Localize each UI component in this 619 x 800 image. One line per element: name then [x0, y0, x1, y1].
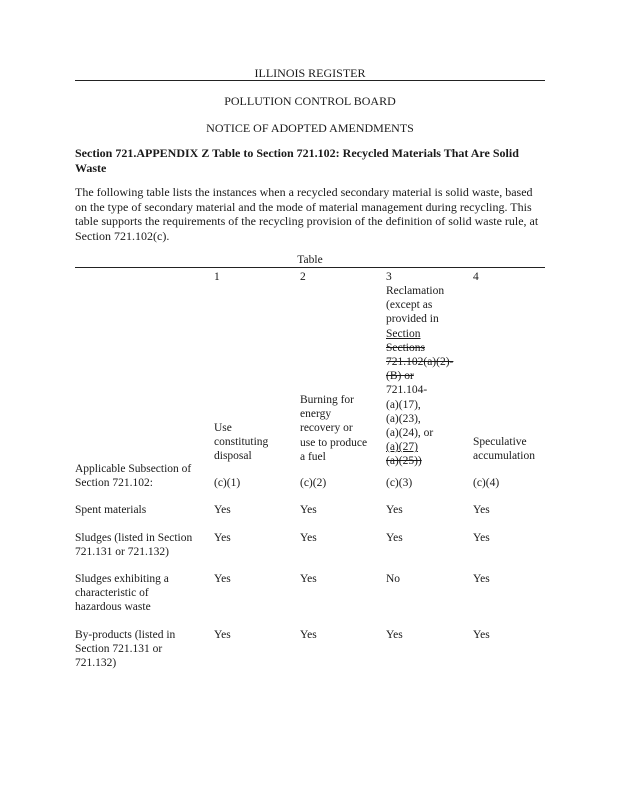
- col3-heading-deleted: (a)(25)): [386, 455, 422, 468]
- col2-heading-line: energy: [300, 408, 332, 421]
- table-cell: Yes: [214, 573, 231, 585]
- col1-heading-line: Use: [214, 422, 232, 434]
- row-label-line: Sludges (listed in Section: [75, 532, 193, 544]
- table-cell: Yes: [473, 629, 490, 641]
- table-rule: [75, 267, 545, 268]
- col-number-1: 1: [214, 271, 220, 283]
- row-label-line: 721.132): [75, 657, 117, 670]
- row-label-line: 721.131 or 721.132): [75, 546, 169, 559]
- col3-heading-deleted: (B) or: [386, 370, 414, 383]
- table-cell: No: [386, 573, 401, 585]
- col-number-4: 4: [473, 271, 479, 283]
- col3-heading-line: provided in: [386, 313, 439, 326]
- table-cell: Yes: [386, 629, 403, 641]
- col3-heading-inserted: (a)(27): [386, 441, 418, 454]
- subsection-label-line: Applicable Subsection of: [75, 463, 192, 475]
- subsection-value: (c)(1): [214, 477, 241, 489]
- col1-heading-line: constituting: [214, 436, 269, 449]
- col3-heading-line: 721.104-: [386, 384, 428, 397]
- col3-heading-line: (a)(24), or: [386, 427, 434, 440]
- subsection-label: [75, 462, 210, 490]
- header-rule: [75, 80, 545, 81]
- subsection-label-line: Section 721.102:: [75, 477, 153, 490]
- table-cell: Yes: [473, 573, 490, 585]
- subsection-value: (c)(2): [300, 477, 327, 489]
- table-row-label: [75, 531, 210, 559]
- subsection-value: (c)(3): [386, 477, 413, 489]
- col3-heading-line: (a)(23),: [386, 412, 421, 425]
- table-cell: Yes: [300, 532, 317, 544]
- table-cell: Yes: [300, 573, 317, 585]
- col4-heading: [473, 435, 535, 463]
- board-title: POLLUTION CONTROL BOARD: [224, 94, 396, 108]
- subsection-value: (c)(4): [473, 477, 500, 489]
- col3-heading-line: (except as: [386, 299, 433, 312]
- table-row-label: [75, 628, 210, 671]
- col2-heading-line: use to produce: [300, 436, 368, 449]
- table-caption: Table: [297, 254, 323, 266]
- row-label-line: Section 721.131 or: [75, 643, 163, 656]
- col2-heading-line: recovery or: [300, 422, 353, 435]
- col3-heading-line: (a)(17),: [386, 398, 421, 411]
- col3-heading-inserted: Section: [386, 327, 421, 340]
- col2-heading: [300, 393, 367, 464]
- table-cell: Yes: [214, 629, 231, 641]
- col2-heading-line: a fuel: [300, 450, 326, 463]
- notice-title: NOTICE OF ADOPTED AMENDMENTS: [206, 121, 414, 135]
- row-label-line: Sludges exhibiting a: [75, 573, 169, 585]
- table-cell: Yes: [386, 504, 403, 516]
- col4-heading-line: accumulation: [473, 450, 535, 463]
- col3-heading-deleted: 721.102(a)(2)-: [386, 356, 454, 369]
- table-cell: Yes: [300, 629, 317, 641]
- table-cell: Yes: [386, 532, 403, 544]
- row-label-line: characteristic of: [75, 587, 149, 600]
- col3-heading-deleted: Sections: [386, 341, 425, 354]
- col2-heading-line: Burning for: [300, 394, 354, 406]
- col1-heading-line: disposal: [214, 450, 252, 463]
- col-number-2: 2: [300, 271, 306, 283]
- intro-paragraph: The following table lists the instances when a recycled secondary material is solid waste, based on the type of secondary material and the mode of material management during recycling. This table supports the requirements of the recycling provision of the definition of solid waste rule, at Section 721.102(c).: [75, 185, 539, 243]
- table-cell: Yes: [300, 504, 317, 516]
- table-row-label: [75, 572, 210, 615]
- col1-heading: [214, 421, 268, 464]
- row-label-line: hazardous waste: [75, 601, 151, 614]
- row-label-line: Spent materials: [75, 504, 147, 516]
- col3-heading: [386, 284, 453, 469]
- col3-heading-line: Reclamation: [386, 285, 445, 297]
- table-cell: Yes: [214, 532, 231, 544]
- table-cell: Yes: [473, 504, 490, 516]
- table-cell: Yes: [214, 504, 231, 516]
- col4-heading-line: Speculative: [473, 436, 527, 448]
- table-row-label: [75, 503, 210, 517]
- section-title: Section 721.APPENDIX Z Table to Section 721.102: Recycled Materials That Are Solid Waste: [75, 146, 519, 175]
- table-cell: Yes: [473, 532, 490, 544]
- register-title: ILLINOIS REGISTER: [254, 66, 366, 80]
- row-label-line: By-products (listed in: [75, 629, 176, 641]
- col-number-3: 3: [386, 271, 392, 283]
